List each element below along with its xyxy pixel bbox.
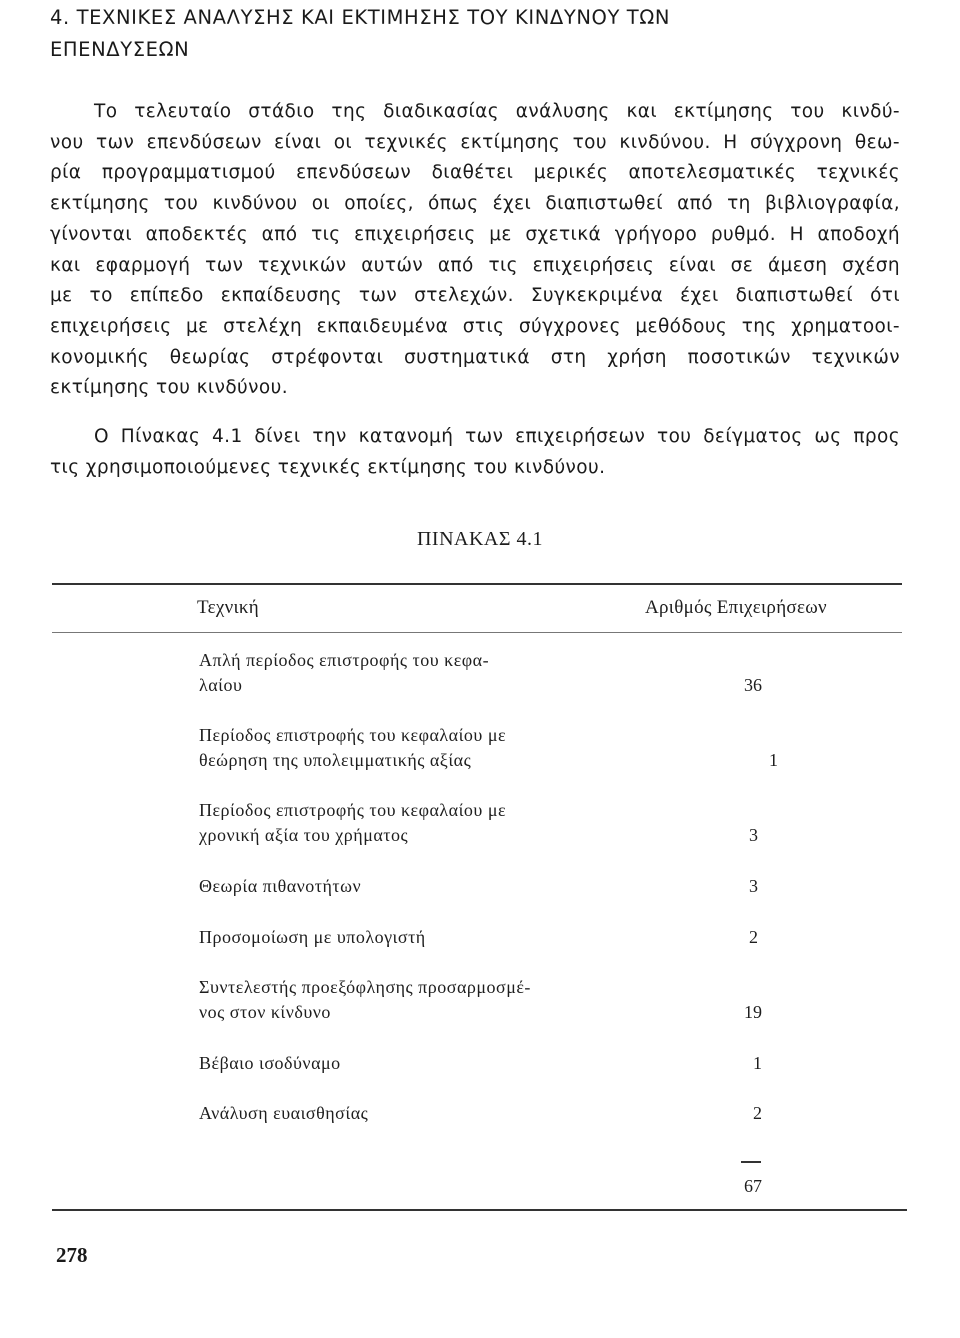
paragraph-line: και εφαρμογή των τεχνικών αυτών από τις επιχειρήσεις είναι σε άμεση σχέση <box>50 254 900 276</box>
row-label-line: Περίοδος επιστροφής του κεφαλαίου με <box>199 725 507 745</box>
paragraph-line: ρία προγραμματισμού επενδύσεων διαθέτει μερικές αποτελεσματικές τεχνικές <box>50 162 900 184</box>
body-paragraph <box>50 97 900 404</box>
table-row-label <box>199 798 599 848</box>
table-row-value: 36 <box>744 675 762 695</box>
row-label-line: Περίοδος επιστροφής του κεφαλαίου με <box>199 800 507 820</box>
table-header-rule <box>52 632 902 633</box>
paragraph-line: γίνονται αποδεκτές από τις επιχειρήσεις με σχετικά γρήγορο ρυθμό. Η αποδοχή <box>50 223 900 245</box>
body-paragraph <box>50 422 900 483</box>
row-label-line: Ανάλυση ευαισθησίας <box>199 1103 369 1123</box>
row-label-line: Συντελεστής προεξόφλησης προσαρμοσμέ- <box>199 977 531 997</box>
paragraph-line: επιχειρήσεις με στελέχη εκπαιδευμένα στις σύγχρονες μεθόδους της χρηματοοι- <box>50 315 900 337</box>
paragraph-line: Το τελευταίο στάδιο της διαδικασίας ανάλυσης και εκτίμησης του κινδύ- <box>94 101 900 122</box>
row-label-line: Απλή περίοδος επιστροφής του κεφα- <box>199 650 490 670</box>
table-row-label <box>199 1101 599 1126</box>
table-row-label <box>199 648 599 698</box>
row-label-line: Θεωρία πιθανοτήτων <box>199 876 362 896</box>
table-row-label <box>199 1051 599 1076</box>
table-row-value: 1 <box>753 1053 762 1073</box>
row-label-line: θεώρηση της υπολειμματικής αξίας <box>199 750 472 770</box>
section-title <box>50 2 910 66</box>
column-header-count: Αριθμός Επιχειρήσεων <box>645 597 827 618</box>
section-title-line: 4. ΤΕΧΝΙΚΕΣ ΑΝΑΛΥΣΗΣ ΚΑΙ ΕΚΤΙΜΗΣΗΣ ΤΟΥ ΚΙΝΔΥΝΟΥ ΤΩΝ <box>50 6 671 29</box>
paragraph-line: Ο Πίνακας 4.1 δίνει την κατανομή των επιχειρήσεων του δείγματος ως προς <box>94 426 900 447</box>
table-total: 67 <box>744 1176 762 1196</box>
row-label-line: λαίου <box>199 675 243 695</box>
table-bottom-rule <box>52 1209 907 1211</box>
paragraph-line: τις χρησιμοποιούμενες τεχνικές εκτίμησης του κινδύνου. <box>50 456 606 478</box>
row-label-line: χρονική αξία του χρήματος <box>199 825 409 845</box>
table-row-label <box>199 723 599 773</box>
table-row-value: 2 <box>749 927 758 947</box>
row-label-line: Βέβαιο ισοδύναμο <box>199 1053 341 1073</box>
table-top-rule <box>52 583 902 585</box>
table-row-value: 2 <box>753 1103 762 1123</box>
paragraph-line: νου των επενδύσεων είναι οι τεχνικές εκτίμησης του κινδύνου. Η σύγχρονη θεω- <box>50 131 900 153</box>
row-label-line: νος στον κίνδυνο <box>199 1002 331 1022</box>
table-row-value: 3 <box>749 876 758 896</box>
paragraph-line: κονομικής θεωρίας στρέφονται συστηματικά στη χρήση ποσοτικών τεχνικών <box>50 346 900 368</box>
table-row-label <box>199 975 599 1025</box>
sum-rule <box>741 1161 761 1163</box>
paragraph-line: εκτίμησης του κινδύνου οι οποίες, όπως έχει διαπιστωθεί από τη βιβλιογραφία, <box>50 193 900 215</box>
table-row-value: 19 <box>744 1002 762 1022</box>
table-row-label <box>199 925 599 950</box>
table-row-value: 3 <box>749 825 758 845</box>
paragraph-line: εκτίμησης του κινδύνου. <box>50 377 288 399</box>
column-header-technique: Τεχνική <box>197 597 260 618</box>
table-row-label <box>199 874 599 899</box>
table-row-value: 1 <box>769 750 778 770</box>
page-number: 278 <box>56 1243 88 1267</box>
section-title-line: ΕΠΕΝΔΥΣΕΩΝ <box>50 38 190 61</box>
row-label-line: Προσομοίωση με υπολογιστή <box>199 927 426 947</box>
paragraph-line: με το επίπεδο εκπαίδευσης των στελεχών. Συγκεκριμένα έχει διαπιστωθεί ότι <box>50 285 900 307</box>
table-caption: ΠΙΝΑΚΑΣ 4.1 <box>416 528 544 550</box>
